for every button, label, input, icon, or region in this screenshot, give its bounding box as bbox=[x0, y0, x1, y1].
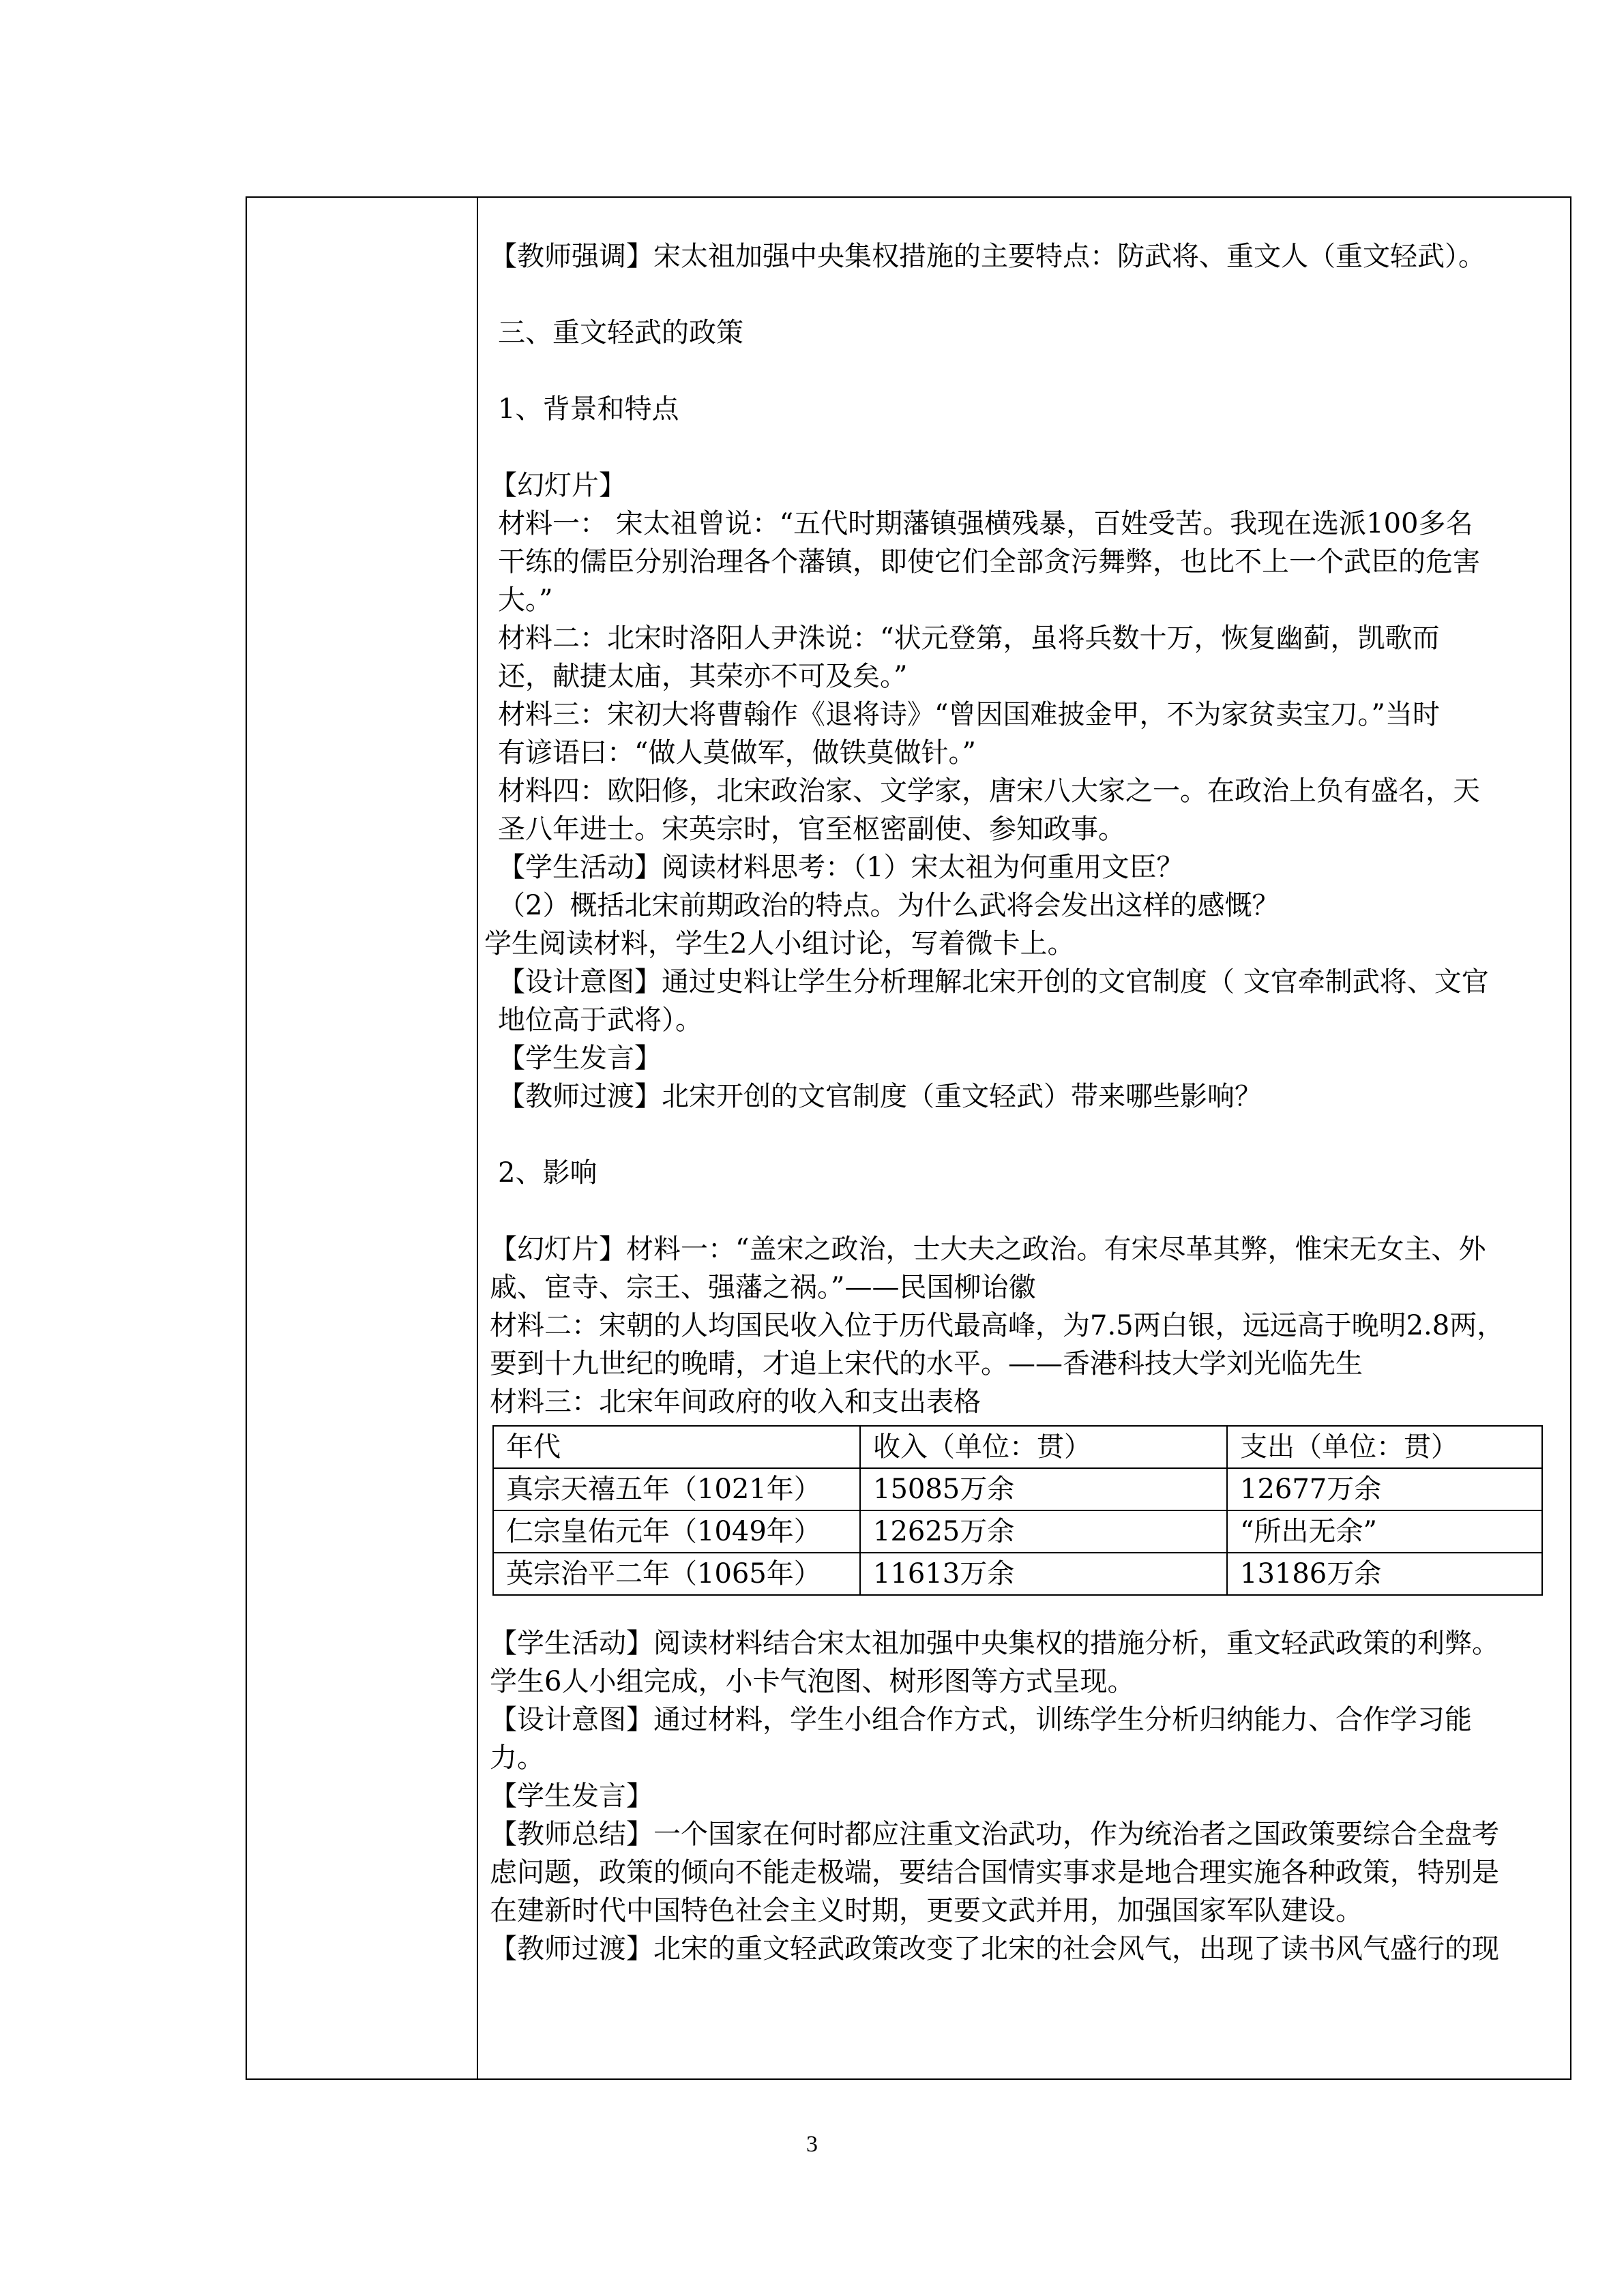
material-3-line-2: 有谚语曰：“做人莫做军，做铁莫做针。” bbox=[498, 737, 976, 769]
section-heading-policy: 三、重文轻武的政策 bbox=[498, 317, 743, 348]
student-activity-question-1: 【学生活动】阅读材料思考：（1）宋太祖为何重用文臣？ bbox=[498, 852, 1184, 883]
revenue-expenditure-table bbox=[492, 1425, 1543, 1596]
influence-slide-line-2: 戚、宦寺、宗王、强藩之祸。”——民国柳诒徽 bbox=[490, 1272, 1036, 1303]
influence-material-2-line-2: 要到十九世纪的晚晴，才追上宋代的水平。——香港科技大学刘光临先生 bbox=[490, 1348, 1363, 1380]
table-row bbox=[493, 1468, 1542, 1510]
teacher-transition-1: 【教师过渡】北宋开创的文官制度（重文轻武）带来哪些影响？ bbox=[498, 1081, 1262, 1112]
teacher-summary-line-2: 虑问题，政策的倾向不能走极端，要结合国情实事求是地合理实施各种政策，特别是 bbox=[490, 1857, 1499, 1888]
design-intent-line-2: 地位高于武将）。 bbox=[498, 1004, 703, 1036]
table-header-row bbox=[493, 1426, 1542, 1468]
table-cell: 12677万余 bbox=[1227, 1468, 1542, 1510]
table-header-cell: 支出（单位：贯） bbox=[1227, 1426, 1542, 1468]
material-2-line-1: 材料二：北宋时洛阳人尹洙说：“状元登第，虽将兵数十万，恢复幽蓟，凯歌而 bbox=[498, 623, 1440, 654]
subheading-influence: 2、影响 bbox=[498, 1157, 597, 1189]
table-cell: 真宗天禧五年（1021年） bbox=[493, 1468, 860, 1510]
material-1-line-1: 材料一： 宋太祖曾说：“五代时期藩镇强横残暴，百姓受苦。我现在选派100多名 bbox=[498, 508, 1473, 539]
page-number: 3 bbox=[806, 2132, 818, 2157]
table-cell: 13186万余 bbox=[1227, 1553, 1542, 1595]
student-group-note: 学生6人小组完成，小卡气泡图、树形图等方式呈现。 bbox=[490, 1666, 1135, 1697]
student-activity-pros-cons: 【学生活动】阅读材料结合宋太祖加强中央集权的措施分析，重文轻武政策的利弊。 bbox=[490, 1628, 1499, 1659]
lesson-content bbox=[484, 237, 1561, 1968]
table-row bbox=[493, 1510, 1542, 1553]
material-2-line-2: 还，献捷太庙，其荣亦不可及矣。” bbox=[498, 661, 908, 692]
material-1-line-2: 干练的儒臣分别治理各个藩镇，即使它们全部贪污舞弊，也比不上一个武臣的危害 bbox=[498, 546, 1480, 578]
table-cell: “所出无余” bbox=[1227, 1510, 1542, 1553]
slide-label: 【幻灯片】 bbox=[490, 470, 626, 501]
table-row bbox=[493, 1553, 1542, 1595]
student-activity-question-2: （2）概括北宋前期政治的特点。为什么武将会发出这样的感慨？ bbox=[498, 890, 1280, 921]
table-header-cell: 年代 bbox=[493, 1426, 860, 1468]
table-cell: 12625万余 bbox=[860, 1510, 1227, 1553]
table-cell: 英宗治平二年（1065年） bbox=[493, 1553, 860, 1595]
material-3-line-1: 材料三：宋初大将曹翰作《退将诗》“曾因国难披金甲，不为家贫卖宝刀。”当时 bbox=[498, 699, 1440, 730]
design-intent-2-line-1: 【设计意图】通过材料，学生小组合作方式，训练学生分析归纳能力、合作学习能 bbox=[490, 1704, 1472, 1735]
influence-material-3-caption: 材料三：北宋年间政府的收入和支出表格 bbox=[490, 1386, 981, 1418]
teacher-transition-2: 【教师过渡】北宋的重文轻武政策改变了北宋的社会风气，出现了读书风气盛行的现 bbox=[490, 1933, 1499, 1965]
table-header-cell: 收入（单位：贯） bbox=[860, 1426, 1227, 1468]
student-discussion-note: 学生阅读材料，学生2人小组讨论，写着微卡上。 bbox=[484, 928, 1075, 959]
teacher-summary-line-3: 在建新时代中国特色社会主义时期，更要文武并用，加强国家军队建设。 bbox=[490, 1895, 1363, 1926]
influence-slide-line-1: 【幻灯片】材料一：“盖宋之政治，士大夫之政治。有宋尽革其弊，惟宋无女主、外 bbox=[490, 1234, 1486, 1265]
subheading-background: 1、背景和特点 bbox=[498, 393, 679, 425]
table-cell: 11613万余 bbox=[860, 1553, 1227, 1595]
material-1-line-3: 大。” bbox=[498, 584, 553, 616]
teacher-summary-line-1: 【教师总结】一个国家在何时都应注重文治武功，作为统治者之国政策要综合全盘考 bbox=[490, 1819, 1499, 1850]
influence-material-2-line-1: 材料二：宋朝的人均国民收入位于历代最高峰，为7.5两白银，远远高于晚明2.8两， bbox=[490, 1310, 1505, 1341]
material-4-line-2: 圣八年进士。宋英宗时，官至枢密副使、参知政事。 bbox=[498, 814, 1125, 845]
design-intent-line-1: 【设计意图】通过史料让学生分析理解北宋开创的文官制度（ 文官牵制武将、文官 bbox=[498, 966, 1489, 998]
table-cell: 仁宗皇佑元年（1049年） bbox=[493, 1510, 860, 1553]
design-intent-2-line-2: 力。 bbox=[490, 1742, 544, 1774]
material-4-line-1: 材料四：欧阳修，北宋政治家、文学家，唐宋八大家之一。在政治上负有盛名，天 bbox=[498, 775, 1480, 807]
student-speech-label-2: 【学生发言】 bbox=[490, 1780, 653, 1812]
table-cell: 15085万余 bbox=[860, 1468, 1227, 1510]
teacher-emphasis: 【教师强调】宋太祖加强中央集权措施的主要特点：防武将、重文人（重文轻武）。 bbox=[490, 241, 1486, 272]
table-column-divider bbox=[477, 196, 478, 2080]
student-speech-label: 【学生发言】 bbox=[498, 1043, 662, 1074]
